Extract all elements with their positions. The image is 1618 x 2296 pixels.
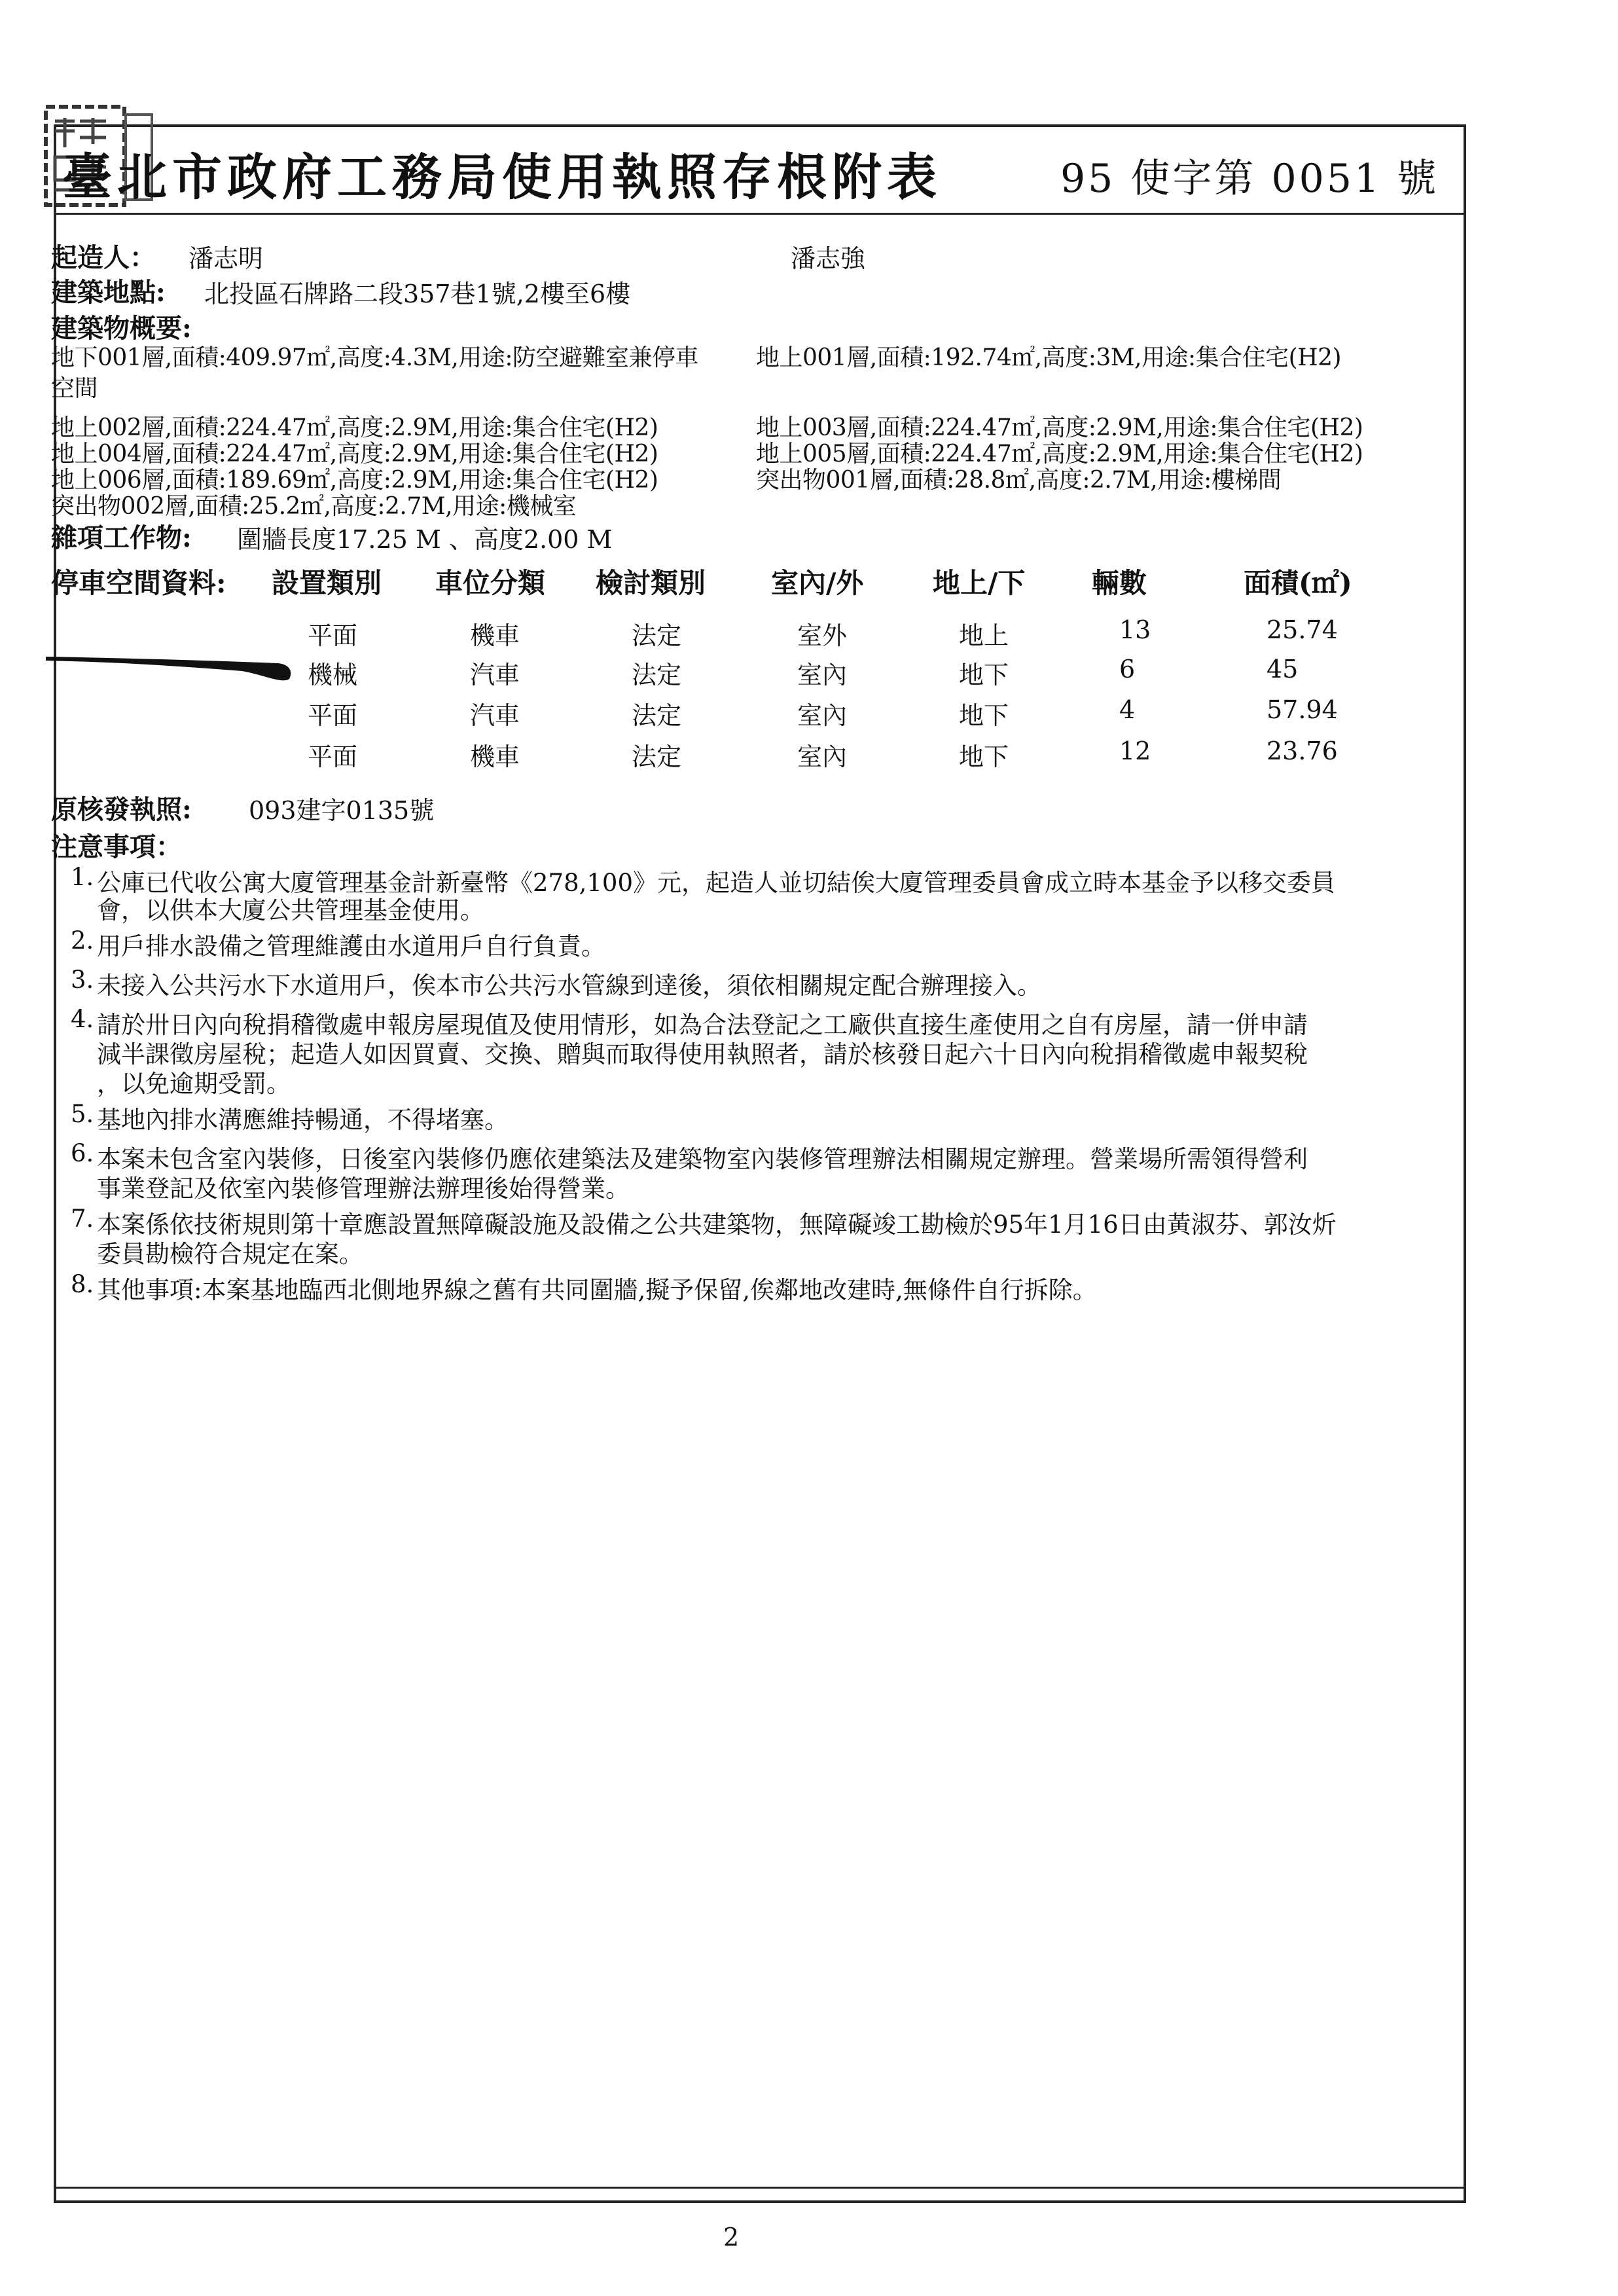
note-line: 未接入公共污水下水道用戶，俟本市公共污水管線到達後，須依相關規定配合辦理接入。 bbox=[97, 972, 1041, 1000]
parking-header: 地上/下 bbox=[933, 567, 1026, 599]
parking-cell: 機車 bbox=[470, 621, 520, 650]
note-line: 減半課徵房屋稅；起造人如因買賣、交換、贈與而取得使用執照者，請於核發日起六十日內向稅捐稽徵處申報契稅 bbox=[97, 1040, 1308, 1068]
parking-cell: 汽車 bbox=[470, 661, 520, 689]
parking-cell: 地下 bbox=[959, 661, 1009, 689]
parking-cell: 平面 bbox=[308, 742, 358, 771]
overview-line: 地上002層,面積:224.47㎡,高度:2.9M,用途:集合住宅(H2) bbox=[51, 414, 658, 441]
note-line: 其他事項:本案基地臨西北側地界線之舊有共同圍牆,擬予保留,俟鄰地改建時,無條件自行拆除。 bbox=[97, 1276, 1097, 1304]
note-line: 基地內排水溝應維持暢通，不得堵塞。 bbox=[97, 1106, 509, 1134]
parking-cell: 法定 bbox=[632, 621, 682, 650]
parking-cell: 室外 bbox=[797, 621, 848, 650]
parking-cell: 6 bbox=[1119, 655, 1136, 683]
site-label: 建築地點: bbox=[51, 277, 166, 308]
overview-line: 地下001層,面積:409.97㎡,高度:4.3M,用途:防空避難室兼停車 bbox=[51, 344, 699, 371]
overview-line: 空間 bbox=[51, 375, 98, 402]
note-line: 委員勘檢符合規定在案。 bbox=[97, 1240, 363, 1268]
overview-line: 突出物002層,面積:25.2㎡,高度:2.7M,用途:機械室 bbox=[51, 493, 577, 520]
parking-header: 設置類別 bbox=[272, 567, 382, 599]
parking-cell: 室內 bbox=[797, 742, 848, 771]
parking-cell: 法定 bbox=[632, 742, 682, 771]
parking-cell: 45 bbox=[1267, 655, 1299, 683]
parking-cell: 平面 bbox=[308, 701, 358, 730]
note-number: 7. bbox=[71, 1205, 94, 1233]
parking-header: 檢討類別 bbox=[596, 567, 706, 599]
note-line: 請於卅日內向稅捐稽徵處申報房屋現值及使用情形，如為合法登記之工廠供直接生產使用之自有房屋，請一併申請 bbox=[97, 1011, 1308, 1039]
parking-label: 停車空間資料: bbox=[51, 567, 226, 599]
note-line: 本案未包含室內裝修，日後室內裝修仍應依建築法及建築物室內裝修管理辦法相關規定辦理。營業場所需領得營利 bbox=[97, 1145, 1308, 1173]
overview-line: 突出物001層,面積:28.8㎡,高度:2.7M,用途:樓梯間 bbox=[756, 467, 1282, 494]
note-number: 4. bbox=[71, 1005, 94, 1033]
overview-line: 地上001層,面積:192.74㎡,高度:3M,用途:集合住宅(H2) bbox=[756, 344, 1342, 371]
parking-cell: 室內 bbox=[797, 701, 848, 730]
overview-line: 地上006層,面積:189.69㎡,高度:2.9M,用途:集合住宅(H2) bbox=[51, 467, 658, 494]
note-number: 6. bbox=[71, 1139, 94, 1167]
parking-cell: 13 bbox=[1119, 615, 1151, 644]
original-permit-value: 093建字0135號 bbox=[249, 796, 435, 825]
overview-line: 地上005層,面積:224.47㎡,高度:2.9M,用途:集合住宅(H2) bbox=[756, 441, 1363, 467]
title-divider bbox=[54, 213, 1466, 215]
parking-cell: 12 bbox=[1119, 737, 1151, 765]
page-title: 臺北市政府工務局使用執照存根附表 bbox=[62, 148, 942, 206]
parking-cell: 地上 bbox=[959, 621, 1009, 650]
parking-cell: 機車 bbox=[470, 742, 520, 771]
note-number: 2. bbox=[71, 926, 94, 955]
notes-label: 注意事項： bbox=[51, 831, 182, 862]
note-line: 用戶排水設備之管理維護由水道用戶自行負責。 bbox=[97, 932, 605, 960]
parking-cell: 法定 bbox=[632, 661, 682, 689]
parking-cell: 57.94 bbox=[1267, 695, 1338, 724]
parking-header: 車位分類 bbox=[435, 567, 546, 599]
note-number: 5. bbox=[71, 1100, 94, 1128]
parking-cell: 25.74 bbox=[1267, 615, 1338, 644]
parking-cell: 汽車 bbox=[470, 701, 520, 730]
overview-line: 地上004層,面積:224.47㎡,高度:2.9M,用途:集合住宅(H2) bbox=[51, 441, 658, 467]
parking-cell: 平面 bbox=[308, 621, 358, 650]
overview-label: 建築物概要: bbox=[51, 313, 192, 344]
parking-header: 室內/外 bbox=[771, 567, 864, 599]
note-line: 本案係依技術規則第十章應設置無障礙設施及設備之公共建築物，無障礙竣工勘檢於95年1月16日由黃淑芬、郭汝炘 bbox=[97, 1211, 1337, 1239]
parking-cell: 23.76 bbox=[1267, 737, 1338, 765]
site-value: 北投區石牌路二段357巷1號,2樓至6樓 bbox=[204, 280, 631, 308]
misc-works-label: 雜項工作物: bbox=[51, 522, 192, 553]
parking-header: 面積(㎡) bbox=[1244, 567, 1352, 599]
parking-cell: 法定 bbox=[632, 701, 682, 730]
permit-number: 95 使字第 0051 號 bbox=[1060, 156, 1439, 202]
parking-cell: 室內 bbox=[797, 661, 848, 689]
note-line: 事業登記及依室內裝修管理辦法辦理後始得營業。 bbox=[97, 1175, 630, 1203]
original-permit-label: 原核發執照: bbox=[51, 794, 192, 825]
note-number: 1. bbox=[71, 863, 94, 891]
builder-name-1: 潘志明 bbox=[189, 244, 264, 273]
note-line: 公庫已代收公寓大廈管理基金計新臺幣《278,100》元，起造人並切結俟大廈管理委員會成立時本基金予以移交委員 bbox=[97, 869, 1336, 897]
bottom-divider bbox=[54, 2187, 1466, 2189]
note-number: 8. bbox=[71, 1270, 94, 1298]
redaction-mark bbox=[46, 645, 295, 691]
note-line: ，以免逾期受罰。 bbox=[97, 1070, 291, 1098]
builder-name-2: 潘志強 bbox=[791, 244, 866, 273]
page-number: 2 bbox=[723, 2223, 740, 2251]
overview-line: 地上003層,面積:224.47㎡,高度:2.9M,用途:集合住宅(H2) bbox=[756, 414, 1363, 441]
note-number: 3. bbox=[71, 966, 94, 994]
parking-header: 輛數 bbox=[1092, 567, 1147, 599]
builder-label: 起造人： bbox=[51, 242, 156, 273]
parking-cell: 機械 bbox=[308, 661, 358, 689]
parking-cell: 4 bbox=[1119, 695, 1136, 724]
misc-works-value: 圍牆長度17.25 M 、高度2.00 M bbox=[237, 525, 613, 554]
note-line: 會，以供本大廈公共管理基金使用。 bbox=[97, 896, 484, 924]
parking-cell: 地下 bbox=[959, 742, 1009, 771]
parking-cell: 地下 bbox=[959, 701, 1009, 730]
